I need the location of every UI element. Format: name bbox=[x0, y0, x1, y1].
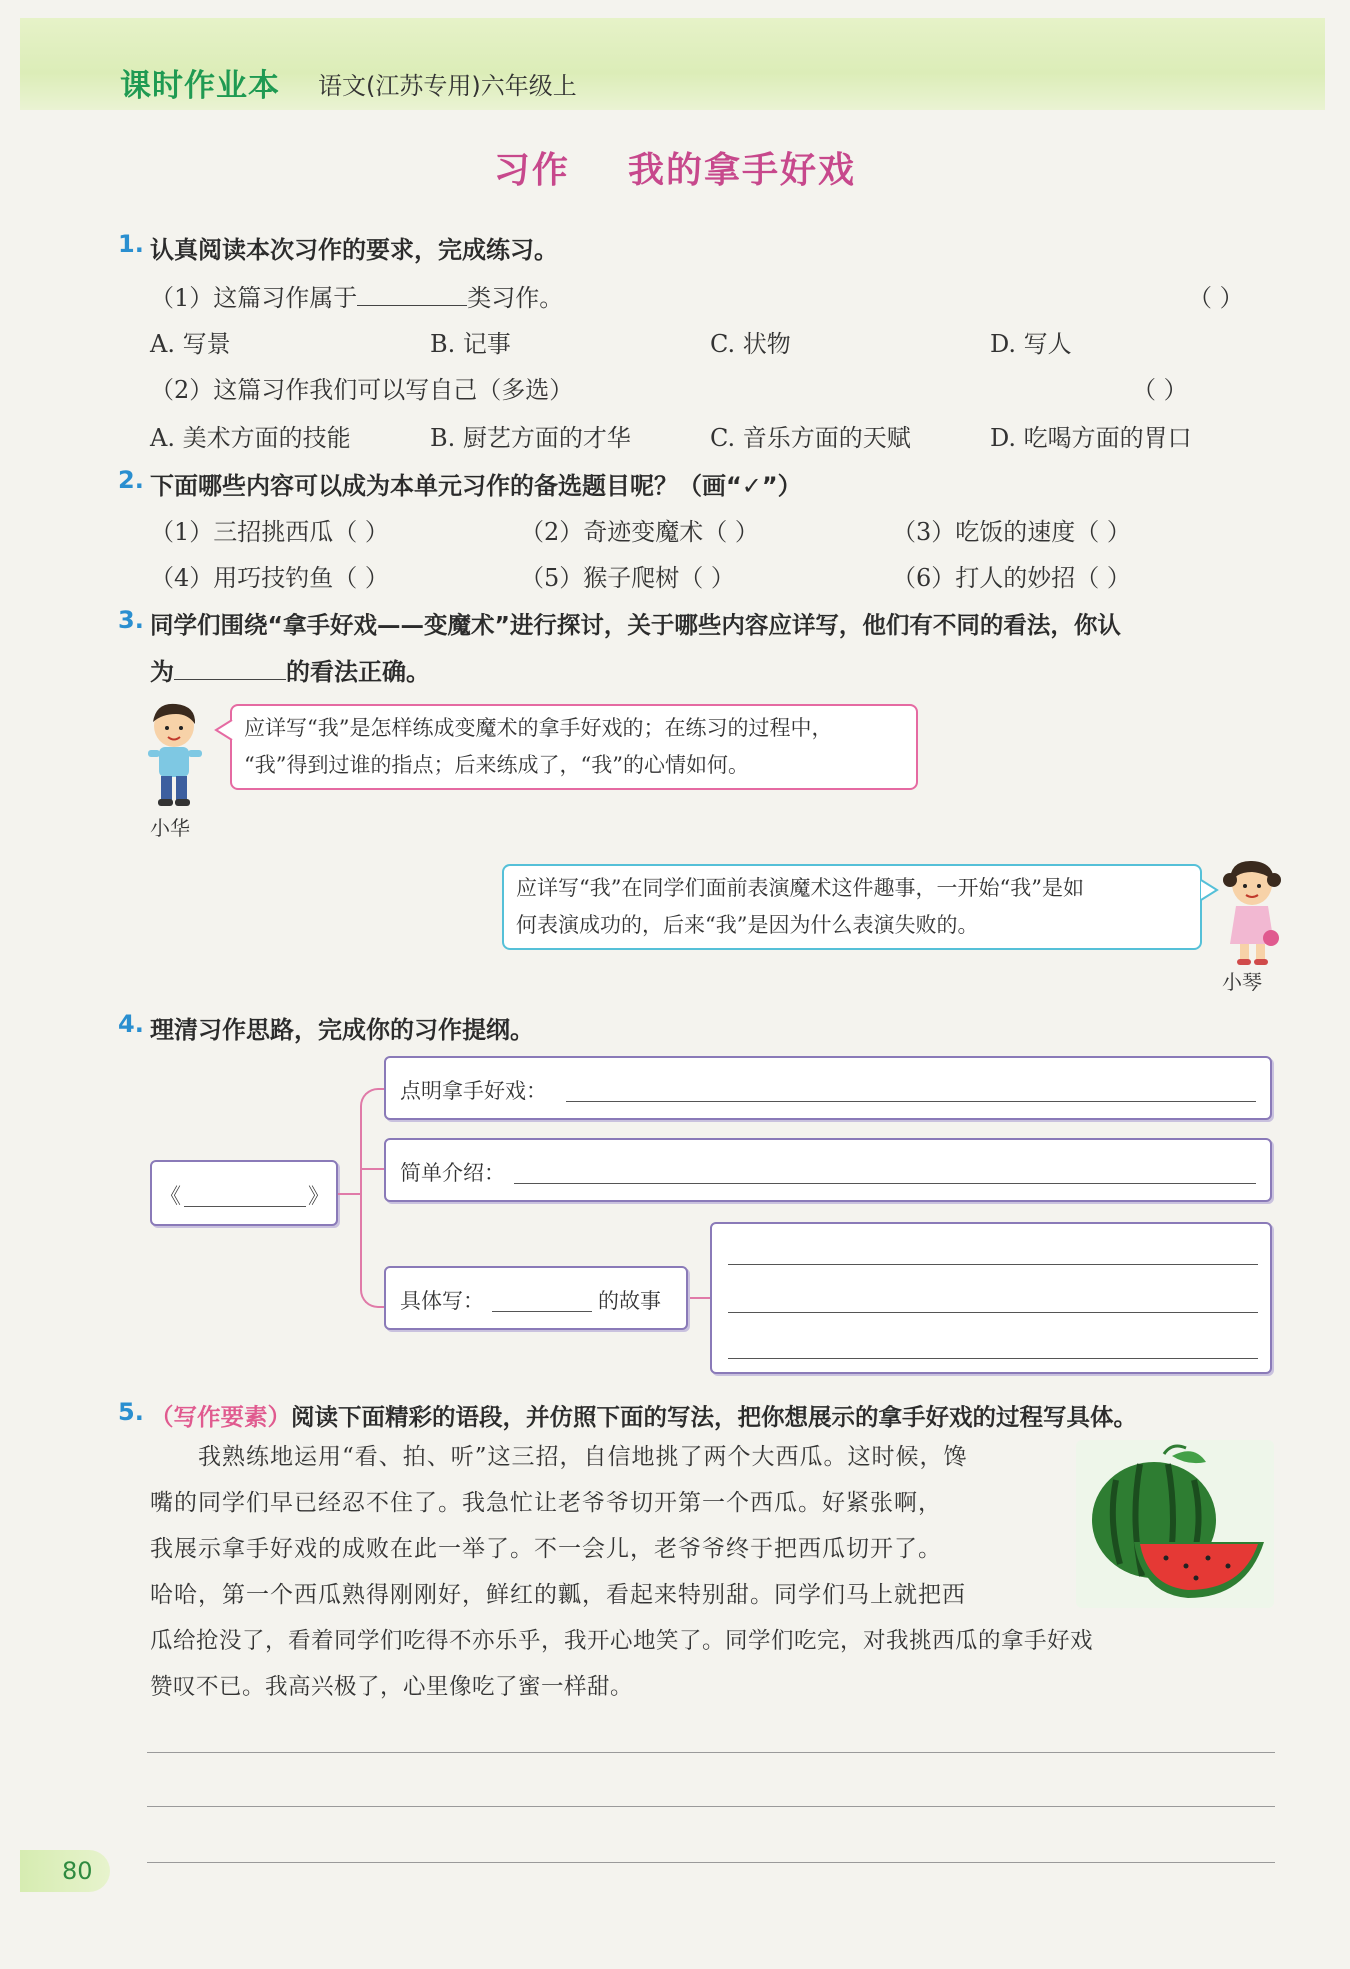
q3-number: 3. bbox=[118, 606, 144, 634]
book-title: 语文(江苏专用)六年级上 bbox=[318, 72, 577, 100]
xiaohua-line2: “我”得到过谁的指点；后来练成了，“我”的心情如何。 bbox=[244, 753, 749, 777]
outline-box-intro-label: 简单介绍： bbox=[400, 1161, 505, 1185]
story-line-3[interactable] bbox=[728, 1358, 1258, 1359]
q3-answer-blank[interactable] bbox=[174, 658, 286, 680]
brand-title: 课时作业本 bbox=[120, 68, 280, 104]
q1-number: 1. bbox=[118, 230, 144, 258]
q2-item-5[interactable]: （5）猴子爬树（ ） bbox=[520, 564, 735, 592]
q1-sub1-answer-paren[interactable]: （ ） bbox=[1188, 284, 1244, 312]
outline-box-highlight-line[interactable] bbox=[566, 1101, 1256, 1102]
xiaoqin-line1: 应详写“我”在同学们面前表演魔术这件趣事，一开始“我”是如 bbox=[516, 876, 1084, 900]
xiaohua-name: 小华 bbox=[150, 816, 190, 840]
q4-number: 4. bbox=[118, 1010, 144, 1038]
xiaohua-boy-icon bbox=[140, 700, 210, 810]
outline-box-highlight bbox=[384, 1056, 1272, 1120]
watermelon-icon bbox=[1076, 1440, 1274, 1608]
q1-sub2-option-d: D. 吃喝方面的胃口 bbox=[990, 424, 1192, 452]
q1-option-b: B. 记事 bbox=[430, 330, 511, 358]
q5-passage-block-2 bbox=[150, 1480, 1070, 1618]
passage-line-3: 我展示拿手好戏的成败在此一举了。不一会儿，老爷爷终于把西瓜切开了。 bbox=[150, 1536, 942, 1562]
passage-line-2: 嘴的同学们早已经忍不住了。我急忙让老爷爷切开第一个西瓜。好紧张啊， bbox=[150, 1490, 942, 1516]
q1-text: 认真阅读本次习作的要求，完成练习。 bbox=[150, 236, 558, 264]
q2-text: 下面哪些内容可以成为本单元习作的备选题目呢？（画“✓”） bbox=[150, 472, 802, 500]
q1-sub2-option-a: A. 美术方面的技能 bbox=[150, 424, 351, 452]
q1-sub1-prefix: （1）这篇习作属于 bbox=[150, 284, 358, 312]
q2-number: 2. bbox=[118, 466, 144, 494]
outline-box-intro-line[interactable] bbox=[514, 1183, 1256, 1184]
q1-sub1 bbox=[150, 278, 563, 313]
q1-sub1-blank[interactable] bbox=[357, 284, 467, 306]
outline-box-intro bbox=[384, 1138, 1272, 1202]
xiaohua-speech-bubble bbox=[230, 704, 918, 790]
outline-box-highlight-label: 点明拿手好戏： bbox=[400, 1079, 547, 1103]
q1-sub1-suffix: 类习作。 bbox=[467, 284, 564, 312]
xiaohua-line1: 应详写“我”是怎样练成变魔术的拿手好戏的；在练习的过程中， bbox=[244, 716, 833, 740]
q1-sub2-option-b: B. 厨艺方面的才华 bbox=[430, 424, 631, 452]
outline-box-detail-suffix: 的故事 bbox=[598, 1289, 661, 1313]
outline-story-box bbox=[710, 1222, 1272, 1374]
q2-item-2[interactable]: （2）奇迹变魔术（ ） bbox=[520, 518, 759, 546]
q2-item-3[interactable]: （3）吃饭的速度（ ） bbox=[892, 518, 1131, 546]
q5-passage-block-1 bbox=[150, 1434, 1070, 1480]
q5-passage-block-3 bbox=[150, 1618, 1280, 1710]
q3-text-line2 bbox=[150, 652, 430, 687]
q3-line2-suffix: 的看法正确。 bbox=[286, 658, 430, 686]
q1-sub2-option-c: C. 音乐方面的天赋 bbox=[710, 424, 911, 452]
outline-title-open: 《 bbox=[160, 1184, 181, 1208]
passage-line-6: 赞叹不已。我高兴极了，心里像吃了蜜一样甜。 bbox=[150, 1674, 634, 1700]
q2-item-1[interactable]: （1）三招挑西瓜（ ） bbox=[150, 518, 389, 546]
q5-instruction: 阅读下面精彩的语段，并仿照下面的写法，把你想展示的拿手好戏的过程写具体。 bbox=[291, 1403, 1137, 1431]
xiaoqin-name: 小琴 bbox=[1222, 970, 1262, 994]
outline-title-box bbox=[150, 1160, 338, 1226]
q4-text: 理清习作思路，完成你的习作提纲。 bbox=[150, 1016, 534, 1044]
q1-sub2-answer-paren[interactable]: （ ） bbox=[1132, 376, 1188, 404]
xiaoqin-line2: 何表演成功的，后来“我”是因为什么表演失败的。 bbox=[516, 913, 979, 937]
outline-box-detail-blank[interactable] bbox=[492, 1311, 592, 1312]
outline-connector-bracket bbox=[360, 1088, 384, 1308]
xiaoqin-girl-icon bbox=[1216, 856, 1286, 968]
page-number: 80 bbox=[62, 1857, 93, 1885]
passage-line-5: 瓜给抢没了，看着同学们吃得不亦乐乎，我开心地笑了。同学们吃完，对我挑西瓜的拿手好戏 bbox=[150, 1628, 1094, 1654]
q5-tag: （写作要素） bbox=[150, 1403, 291, 1431]
q2-item-6[interactable]: （6）打人的妙招（ ） bbox=[892, 564, 1131, 592]
outline-title-close: 》 bbox=[308, 1184, 329, 1208]
passage-line-1: 我熟练地运用“看、拍、听”这三招，自信地挑了两个大西瓜。这时候，馋 bbox=[198, 1444, 968, 1470]
q1-option-c: C. 状物 bbox=[710, 330, 791, 358]
q1-option-a: A. 写景 bbox=[150, 330, 231, 358]
q1-option-d: D. 写人 bbox=[990, 330, 1072, 358]
q5-number: 5. bbox=[118, 1398, 144, 1426]
q2-item-4[interactable]: （4）用巧技钓鱼（ ） bbox=[150, 564, 389, 592]
q3-text-line1: 同学们围绕“拿手好戏——变魔术”进行探讨，关于哪些内容应详写，他们有不同的看法，你认 bbox=[150, 611, 1121, 639]
writing-line-3[interactable] bbox=[147, 1862, 1275, 1863]
passage-line-4: 哈哈，第一个西瓜熟得刚刚好，鲜红的瓤，看起来特别甜。同学们马上就把西 bbox=[150, 1582, 966, 1608]
outline-box-detail bbox=[384, 1266, 688, 1330]
outline-connector-story bbox=[688, 1297, 710, 1299]
q1-sub2: （2）这篇习作我们可以写自己（多选） bbox=[150, 376, 574, 404]
writing-line-1[interactable] bbox=[147, 1752, 1275, 1753]
outline-box-detail-prefix: 具体写： bbox=[400, 1289, 484, 1313]
outline-connector-main bbox=[338, 1193, 360, 1195]
story-line-2[interactable] bbox=[728, 1312, 1258, 1313]
outline-title-blank[interactable] bbox=[184, 1206, 306, 1207]
page-heading: 习作 我的拿手好戏 bbox=[493, 150, 857, 191]
xiaoqin-speech-bubble bbox=[502, 864, 1202, 950]
q3-line2-prefix: 为 bbox=[150, 658, 174, 686]
outline-connector-mid bbox=[360, 1168, 384, 1170]
story-line-1[interactable] bbox=[728, 1264, 1258, 1265]
q5-text bbox=[150, 1398, 1137, 1432]
xiaohua-bubble-tail bbox=[214, 718, 234, 742]
writing-line-2[interactable] bbox=[147, 1806, 1275, 1807]
